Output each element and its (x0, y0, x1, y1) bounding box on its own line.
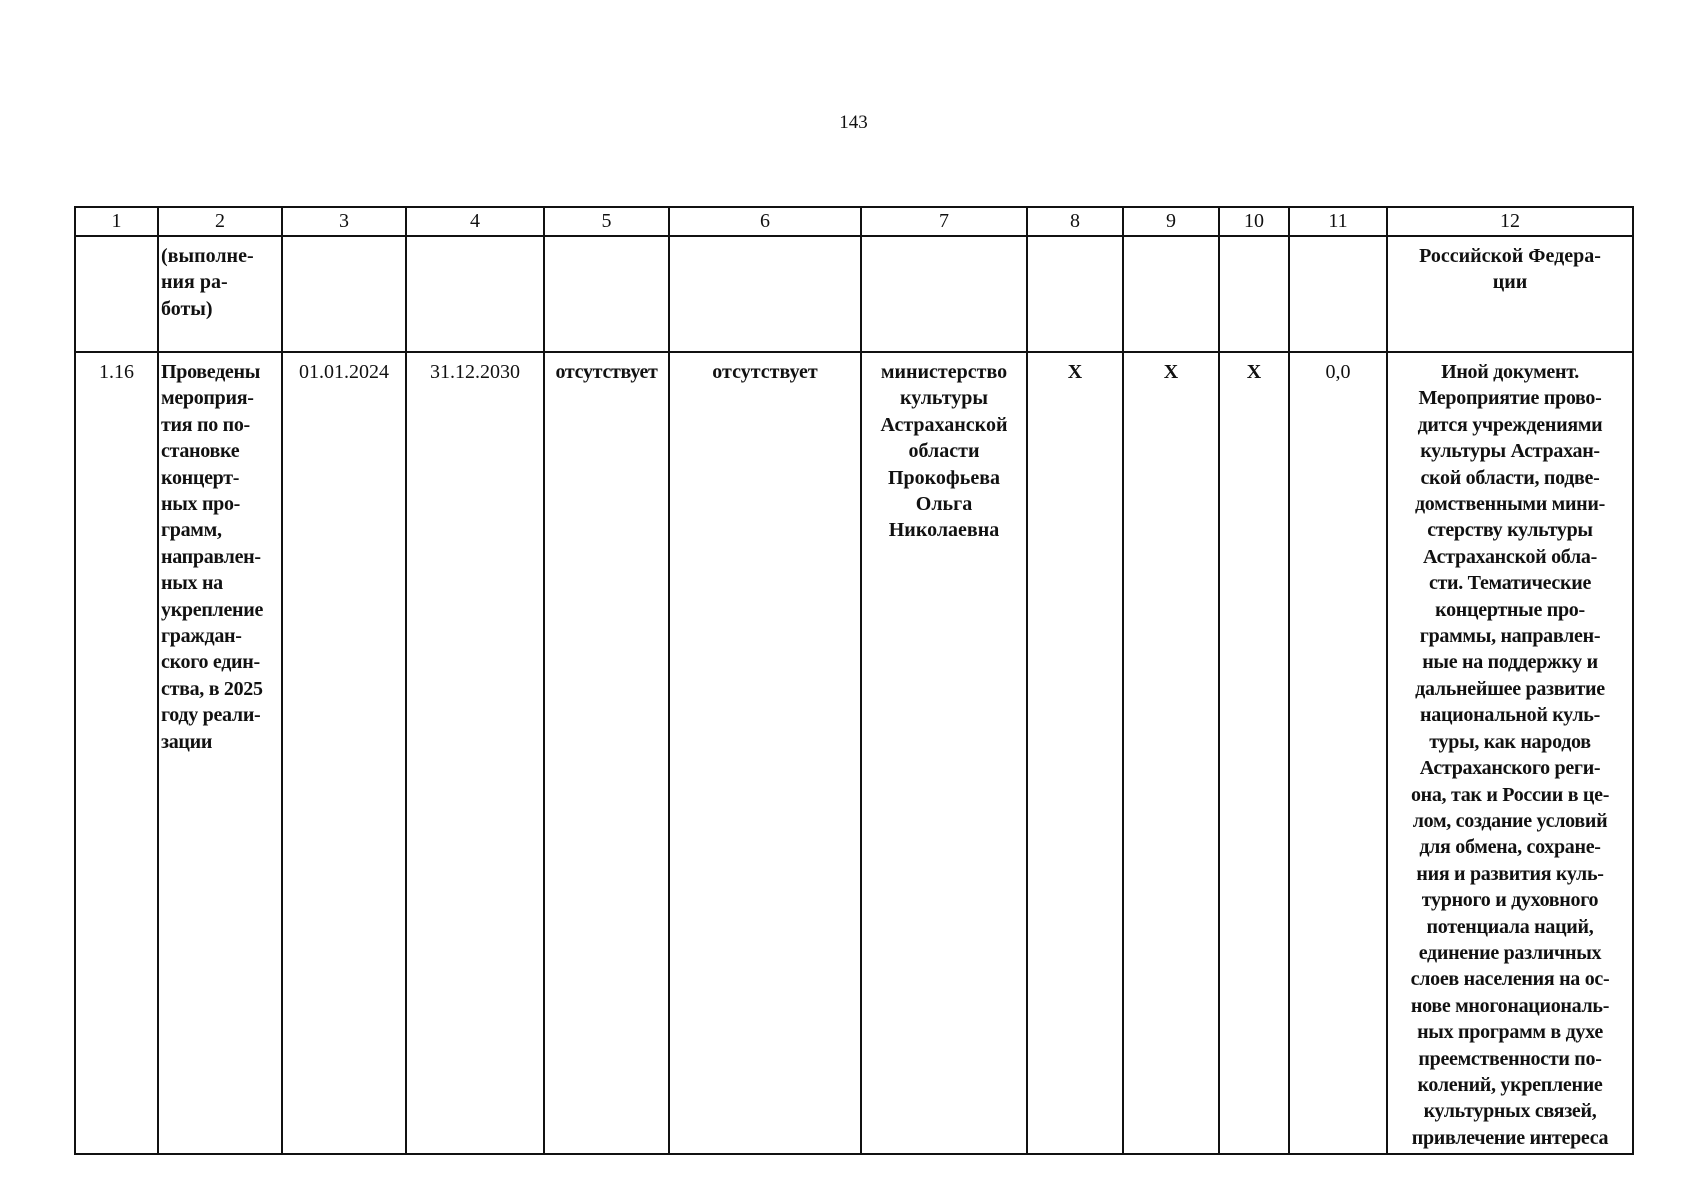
header-row (75, 207, 1633, 236)
header-col-1: 1 (75, 207, 158, 236)
header-col-2: 2 (158, 207, 282, 236)
cont-cell-6 (669, 236, 861, 352)
cell-col-8: Х (1027, 352, 1123, 1154)
table-row (75, 352, 1633, 1154)
header-col-11: 11 (1289, 207, 1387, 236)
continuation-row (75, 236, 1633, 352)
header-col-5: 5 (544, 207, 669, 236)
header-col-6: 6 (669, 207, 861, 236)
cont-cell-12: Российской Федера- ции (1387, 236, 1633, 352)
cell-col-9: Х (1123, 352, 1219, 1154)
header-col-4: 4 (406, 207, 544, 236)
header-col-12: 12 (1387, 207, 1633, 236)
page-number: 143 (839, 112, 868, 133)
start-date: 01.01.2024 (282, 352, 406, 1154)
header-col-7: 7 (861, 207, 1027, 236)
header-col-8: 8 (1027, 207, 1123, 236)
responsible-executor: министерство культуры Астраханской области Прокофьева Ольга Николаевна (861, 352, 1027, 1154)
cont-cell-9 (1123, 236, 1219, 352)
document-description: Иной документ. Мероприятие прово- дится учреждениями культуры Астрахан- ской области, подве- домственными мини- стерству культуры Астраханской обла- сти. Тематические концертные про- граммы, направлен- ные на поддержку и дальнейшее развитие национальной куль- туры, как народов Астраханского реги- она, так и России в це- лом, создание условий для обмена, сохране- ния и развития куль- турного и духовного потенциала наций, единение различных слоев населения на ос- нове многонациональ- ных программ в духе преемственности по- колений, укрепление культурных связей, привлечение интереса (1387, 352, 1633, 1154)
header-col-9: 9 (1123, 207, 1219, 236)
cell-col-6: отсутствует (669, 352, 861, 1154)
cont-cell-2: (выполне- ния ра- боты) (158, 236, 282, 352)
cont-cell-1 (75, 236, 158, 352)
header-col-10: 10 (1219, 207, 1289, 236)
cont-cell-11 (1289, 236, 1387, 352)
cont-cell-7 (861, 236, 1027, 352)
cell-col-5: отсутствует (544, 352, 669, 1154)
cell-col-11: 0,0 (1289, 352, 1387, 1154)
cont-cell-10 (1219, 236, 1289, 352)
cont-cell-5 (544, 236, 669, 352)
cont-cell-4 (406, 236, 544, 352)
header-col-3: 3 (282, 207, 406, 236)
activity-table (74, 206, 1634, 1155)
activity-name: Проведены мероприя- тия по по- становке концерт- ных про- грамм, направлен- ных на укрепление граждан- ского един- ства, в 2025 году реали- зации (158, 352, 282, 1154)
end-date: 31.12.2030 (406, 352, 544, 1154)
row-number: 1.16 (75, 352, 158, 1154)
cont-cell-8 (1027, 236, 1123, 352)
cont-cell-3 (282, 236, 406, 352)
cell-col-10: Х (1219, 352, 1289, 1154)
